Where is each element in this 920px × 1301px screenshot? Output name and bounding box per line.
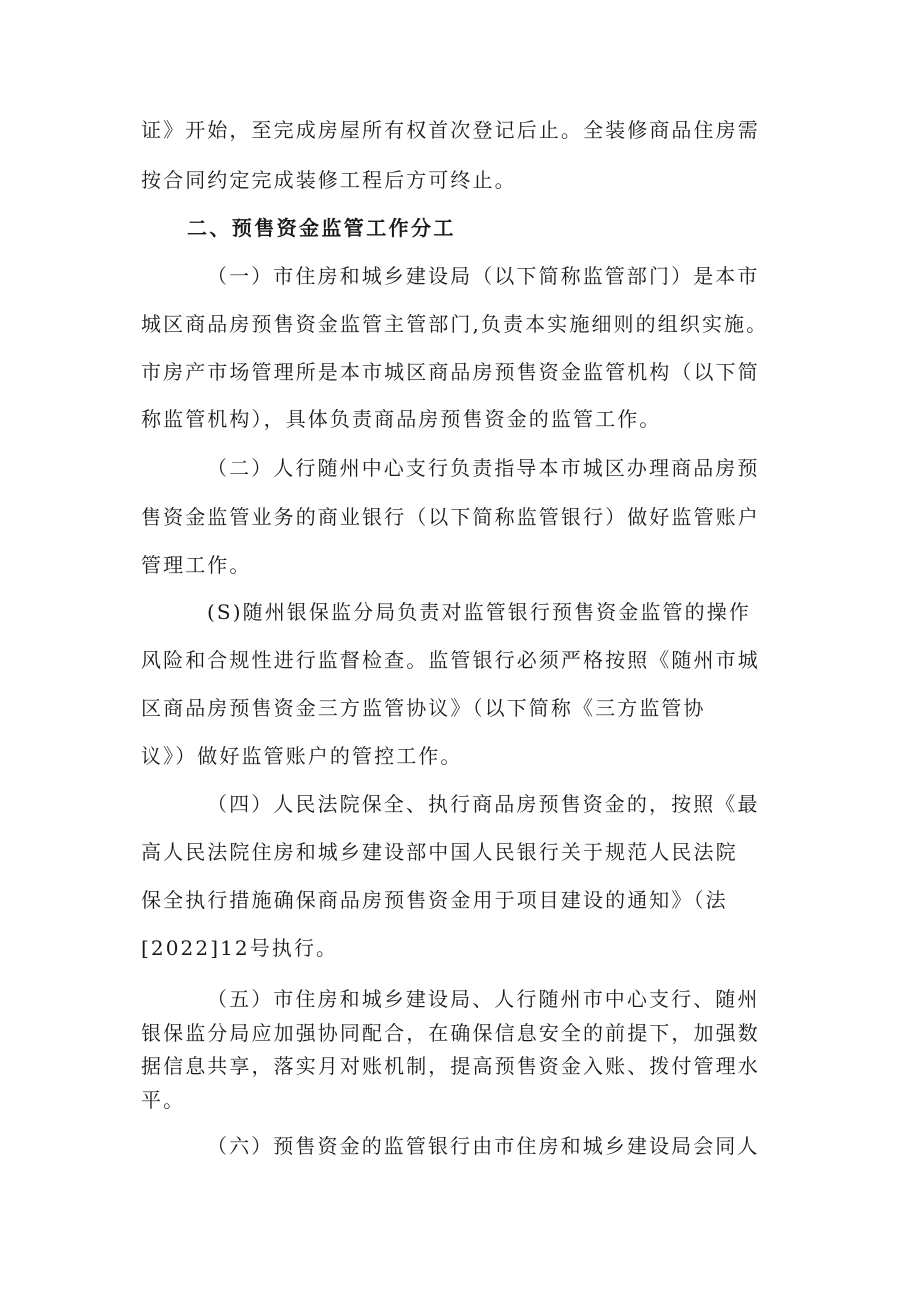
- item5-line-3: 据信息共享，落实月对账机制，提高预售资金入账、拨付管理水: [141, 1054, 760, 1078]
- item4-line-3: 保全执行措施确保商品房预售资金用于项目建设的通知》（法: [141, 888, 728, 912]
- intro-line-2: 按合同约定完成装修工程后方可终止。: [141, 168, 517, 192]
- item1-line-4: 称监管机构），具体负责商品房预售资金的监管工作。: [141, 407, 662, 431]
- item3-line-4: 议》）做好监管账户的管控工作。: [141, 744, 463, 768]
- item5-line-2: 银保监分局应加强协同配合，在确保信息安全的前提下，加强数: [141, 1021, 760, 1045]
- item6-line-1: （六）预售资金的监管银行由市住房和城乡建设局会同人: [207, 1134, 760, 1158]
- item2-line-3: 管理工作。: [141, 553, 252, 577]
- item2-line-2: 售资金监管业务的商业银行（以下简称监管银行）做好监管账户: [141, 505, 760, 529]
- item1-line-3: 市房产市场管理所是本市城区商品房预售资金监管机构（以下简: [141, 360, 760, 384]
- section-heading: 二、预售资金监管工作分工: [187, 216, 456, 240]
- item5-line-4: 平。: [141, 1088, 186, 1112]
- item1-line-1: （一）市住房和城乡建设局（以下简称监管部门）是本市: [207, 264, 760, 288]
- item3-line-2: 风险和合规性进行监督检查。监管银行必须严格按照《随州市城: [141, 648, 760, 672]
- intro-line-1: 证》开始，至完成房屋所有权首次登记后止。全装修商品住房需: [141, 118, 760, 142]
- item3-line-1: (S)随州银保监分局负责对监管银行预售资金监管的操作: [207, 600, 751, 624]
- item3-line-3: 区商品房预售资金三方监管协议》（以下简称《三方监管协: [141, 696, 706, 720]
- item4-line-1: （四）人民法院保全、执行商品房预售资金的，按照《最: [207, 792, 760, 816]
- item2-line-1: （二）人行随州中心支行负责指导本市城区办理商品房预: [207, 456, 760, 480]
- item4-line-2: 高人民法院住房和城乡建设部中国人民银行关于规范人民法院: [141, 840, 738, 864]
- item5-line-1: （五）市住房和城乡建设局、人行随州市中心支行、随州: [207, 987, 760, 1011]
- item1-line-2: 城区商品房预售资金监管主管部门,负责本实施细则的组织实施。: [141, 312, 769, 336]
- item4-line-4: [2022]12号执行。: [141, 936, 339, 960]
